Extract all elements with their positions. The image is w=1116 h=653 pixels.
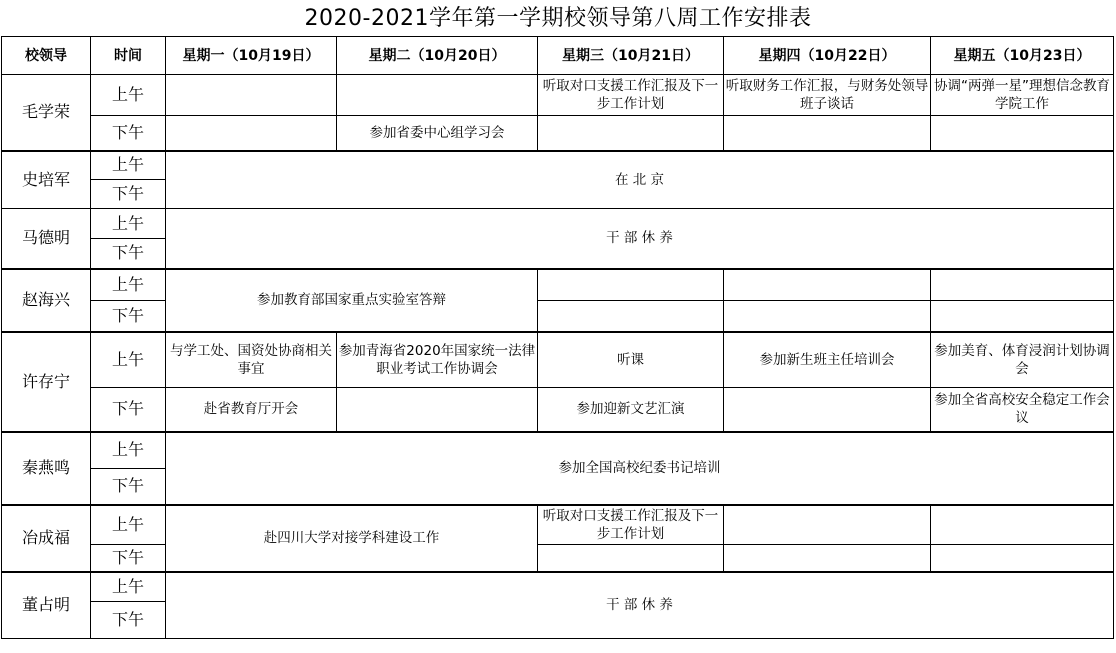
header-wednesday: 星期三（10月21日）: [538, 37, 724, 75]
period-pm: 下午: [91, 239, 166, 269]
schedule-cell: [724, 116, 931, 151]
schedule-cell: 听取财务工作汇报，与财务处领导班子谈话: [724, 75, 931, 116]
schedule-cell: [166, 75, 337, 116]
period-pm: 下午: [91, 469, 166, 505]
schedule-cell: [538, 269, 724, 301]
period-am: 上午: [91, 151, 166, 180]
schedule-cell: [724, 269, 931, 301]
schedule-cell: 参加新生班主任培训会: [724, 332, 931, 388]
period-pm: 下午: [91, 180, 166, 209]
table-row: [2, 388, 1114, 432]
header-time: 时间: [91, 37, 166, 75]
schedule-cell: 赴省教育厅开会: [166, 388, 337, 432]
period-pm: 下午: [91, 301, 166, 332]
schedule-cell: [337, 75, 538, 116]
schedule-cell: 参加美育、体育浸润计划协调会: [931, 332, 1114, 388]
table-row: [2, 269, 1114, 301]
leader-name: 冶成福: [2, 505, 91, 572]
period-am: 上午: [91, 572, 166, 602]
header-friday: 星期五（10月23日）: [931, 37, 1114, 75]
leader-name: 董占明: [2, 572, 91, 639]
schedule-cell: [931, 545, 1114, 572]
schedule-cell: [931, 269, 1114, 301]
table-row: [2, 505, 1114, 545]
period-pm: 下午: [91, 545, 166, 572]
schedule-cell: [724, 388, 931, 432]
schedule-cell: [724, 301, 931, 332]
schedule-cell-span: 赴四川大学对接学科建设工作: [166, 505, 538, 572]
period-am: 上午: [91, 505, 166, 545]
schedule-cell-week: 参加全国高校纪委书记培训: [166, 432, 1114, 505]
schedule-cell: [538, 545, 724, 572]
schedule-cell: [931, 505, 1114, 545]
table-row: [2, 209, 1114, 239]
schedule-cell: [538, 116, 724, 151]
schedule-cell-week: 干 部 休 养: [166, 209, 1114, 269]
table-row: [2, 75, 1114, 116]
leader-name: 许存宁: [2, 332, 91, 432]
schedule-cell: 与学工处、国资处协商相关事宜: [166, 332, 337, 388]
schedule-cell: [724, 545, 931, 572]
schedule-cell: 协调“两弹一星”理想信念教育学院工作: [931, 75, 1114, 116]
schedule-cell: [931, 301, 1114, 332]
period-am: 上午: [91, 432, 166, 469]
schedule-cell: 听取对口支援工作汇报及下一步工作计划: [538, 505, 724, 545]
schedule-cell: [931, 116, 1114, 151]
schedule-cell-week: 在 北 京: [166, 151, 1114, 209]
header-tuesday: 星期二（10月20日）: [337, 37, 538, 75]
schedule-cell: 听取对口支援工作汇报及下一步工作计划: [538, 75, 724, 116]
leader-name: 秦燕鸣: [2, 432, 91, 505]
schedule-table: [1, 36, 1114, 639]
header-leader: 校领导: [2, 37, 91, 75]
schedule-cell: [538, 301, 724, 332]
period-pm: 下午: [91, 602, 166, 639]
schedule-cell: 参加迎新文艺汇演: [538, 388, 724, 432]
leader-name: 赵海兴: [2, 269, 91, 332]
period-am: 上午: [91, 75, 166, 116]
period-am: 上午: [91, 269, 166, 301]
table-row: [2, 432, 1114, 469]
table-row: [2, 332, 1114, 388]
schedule-cell: [337, 388, 538, 432]
schedule-cell: 参加青海省2020年国家统一法律职业考试工作协调会: [337, 332, 538, 388]
schedule-cell: [724, 505, 931, 545]
period-am: 上午: [91, 209, 166, 239]
schedule-cell: 参加全省高校安全稳定工作会议: [931, 388, 1114, 432]
header-monday: 星期一（10月19日）: [166, 37, 337, 75]
header-row: [2, 37, 1114, 75]
period-pm: 下午: [91, 388, 166, 432]
header-thursday: 星期四（10月22日）: [724, 37, 931, 75]
schedule-cell-span: 参加教育部国家重点实验室答辩: [166, 269, 538, 332]
period-am: 上午: [91, 332, 166, 388]
leader-name: 马德明: [2, 209, 91, 269]
schedule-cell: 听课: [538, 332, 724, 388]
table-row: [2, 151, 1114, 180]
leader-name: 毛学荣: [2, 75, 91, 151]
period-pm: 下午: [91, 116, 166, 151]
schedule-cell-week: 干 部 休 养: [166, 572, 1114, 639]
leader-name: 史培军: [2, 151, 91, 209]
schedule-cell: 参加省委中心组学习会: [337, 116, 538, 151]
page-title: 2020-2021学年第一学期校领导第八周工作安排表: [304, 6, 812, 31]
table-row: [2, 116, 1114, 151]
table-row: [2, 572, 1114, 602]
schedule-cell: [166, 116, 337, 151]
